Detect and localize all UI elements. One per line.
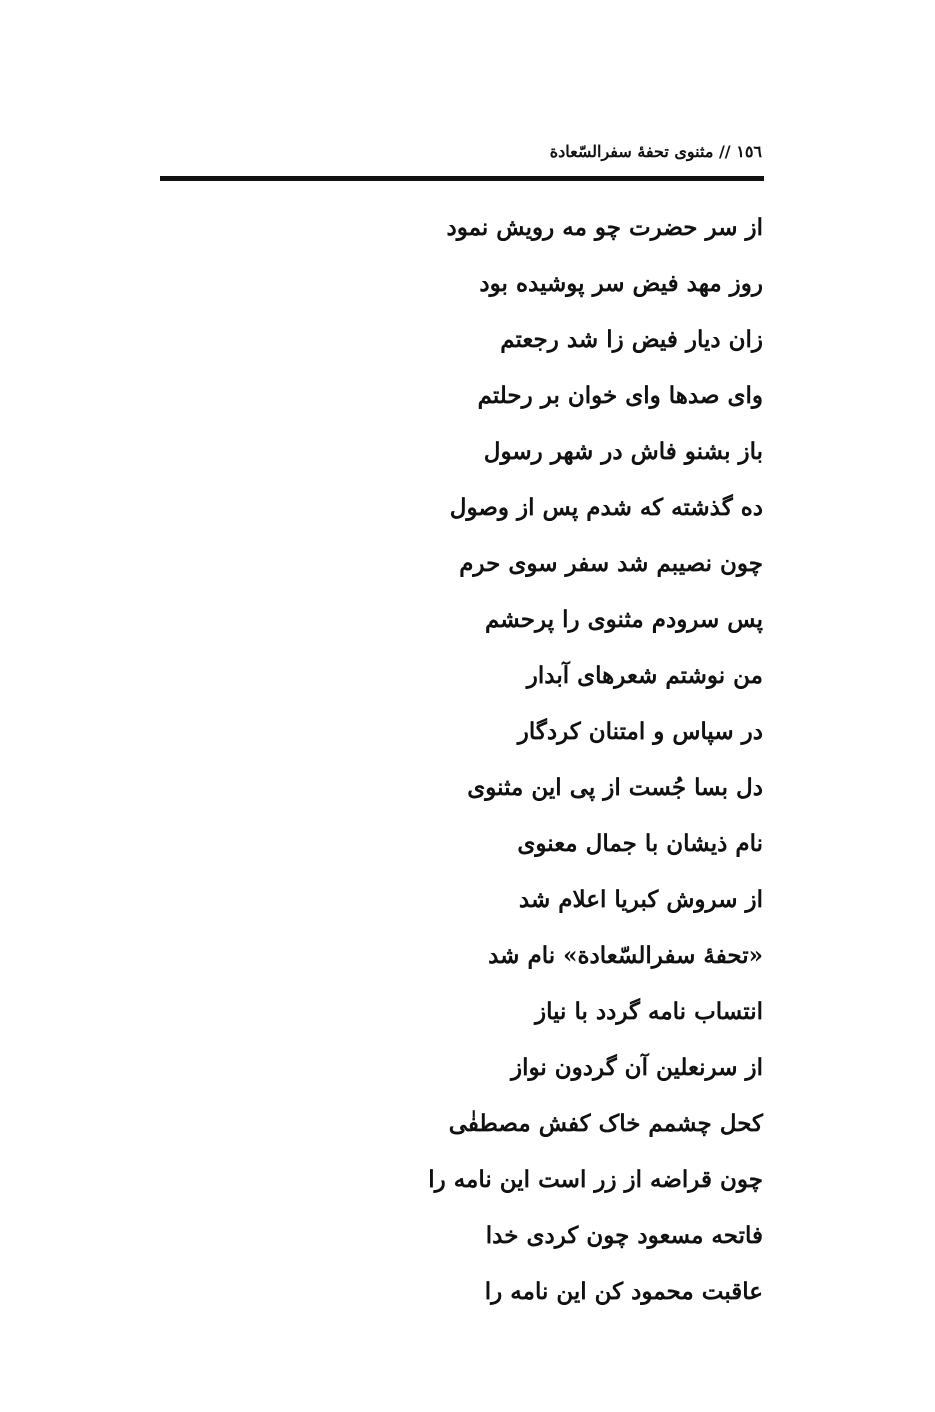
verse-line: ده گذشته که شدم پس از وصول (449, 494, 763, 521)
verse-line: عاقبت محمود کن این نامه را (484, 1278, 763, 1305)
verse-line: انتساب نامه گردد با نیاز (535, 998, 763, 1025)
verse-line: در سپاس و امتنان کردگار (517, 718, 763, 745)
verse-line: چون نصیبم شد سفر سوی حرم (459, 550, 763, 577)
verse-line: نام ذیشان با جمال معنوی (517, 830, 763, 857)
verse-line: من نوشتم شعرهای آبدار (526, 662, 763, 689)
verse-line: پس سرودم مثنوی را پرحشم (484, 606, 763, 633)
verse-line: زان دیار فیض زا شد رجعتم (500, 326, 763, 353)
verse-line: از سروش کبریا اعلام شد (518, 886, 763, 913)
verse-line: «تحفۀ سفرالسّعادة» نام شد (488, 942, 763, 969)
verse-line: فاتحه مسعود چون کردی خدا (485, 1222, 763, 1249)
verse-line: روز مهد فیض سر پوشیده بود (479, 270, 763, 297)
verse-line: از سر حضرت چو مه رویش نمود (446, 214, 763, 241)
verse-line: چون قراضه از زر است این نامه را (428, 1166, 763, 1193)
verse-line: وای صدها وای خوان بر رحلتم (477, 382, 763, 409)
verse-line: از سرنعلین آن گردون نواز (511, 1054, 763, 1081)
running-header: ١٥٦ // مثنوی تحفۀ سفرالسّعادة (549, 142, 762, 161)
poem-text (163, 200, 763, 1320)
verse-line: باز بشنو فاش در شهر رسول (483, 438, 763, 465)
verse-line: دل بسا جُست از پی این مثنوی (467, 774, 763, 801)
verse-line: کحل چشمم خاک کفش مصطفٰی (448, 1110, 763, 1137)
header-divider (160, 176, 764, 181)
